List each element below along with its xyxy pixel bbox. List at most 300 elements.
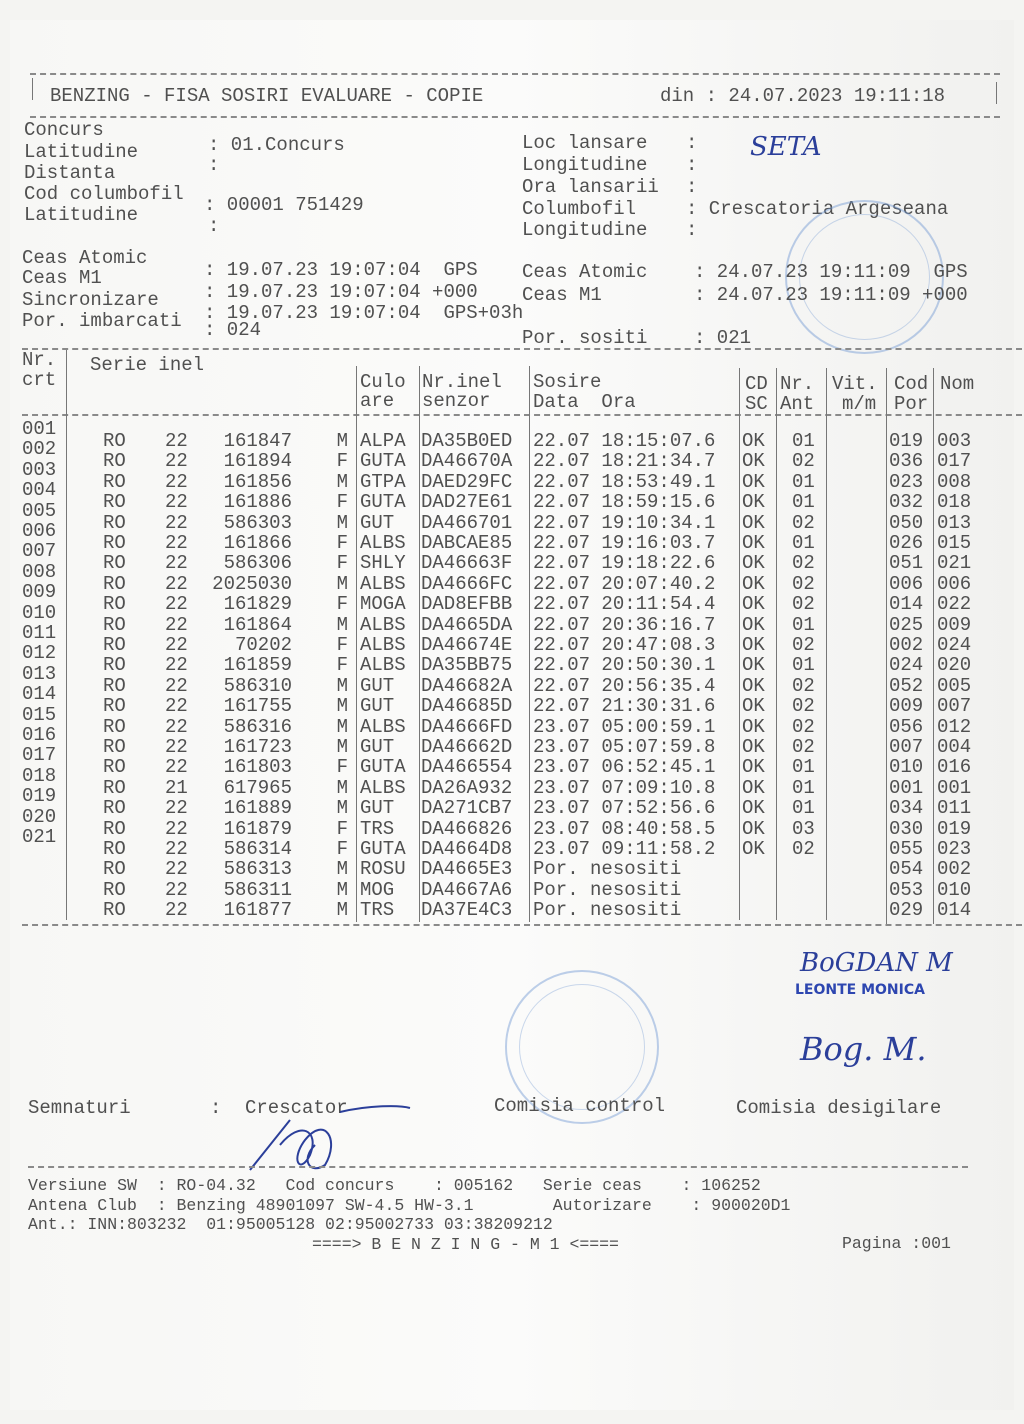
clock-value: : 19.07.23 19:07:04 GPS [204,259,478,281]
cell-culoare: ALBS [360,572,406,595]
cell-nom: 017 [937,450,972,473]
cell-cod: 052 [889,674,924,697]
cell-cod: 056 [889,715,924,738]
cell-nom: 015 [937,532,972,554]
clock-value: : 19.07.23 19:07:04 +000 [204,281,478,303]
clock-label: Por. sositi [522,327,648,349]
cell-cd: OK [742,736,765,758]
cell-nom: 014 [937,899,972,922]
cell-nom: 013 [937,511,972,534]
cell-an: 22 [165,736,188,758]
cell-ant: 02 [792,572,815,595]
col-header-serie: Serie inel [90,354,205,376]
cell-inel: 586316 [223,715,292,738]
divider [30,73,1000,75]
cell-cod: 010 [889,756,924,779]
cell-senzor: DA466554 [421,756,513,779]
cell-tara: RO [103,572,126,595]
cell-sosire: 23.07 07:52:56.6 [533,797,716,820]
document-date: din : 24.07.2023 19:11:18 [660,85,946,107]
cell-tara: RO [103,674,126,697]
cell-nom: 010 [937,878,972,901]
cell-an: 22 [165,838,188,860]
cell-sosire: 23.07 06:52:45.1 [533,756,716,779]
cell-culoare: ALBS [360,532,406,554]
cell-nom: 009 [937,613,972,636]
cell-nr: 013 [22,662,57,685]
cell-ant: 01 [792,430,815,452]
cell-nom: 012 [937,715,972,738]
cell-tara: RO [103,491,126,514]
cell-sex: M [336,430,348,452]
cell-cd: OK [742,470,765,493]
cell-culoare: GUTA [360,756,406,779]
cell-an: 22 [165,430,188,452]
cell-senzor: DA4665E3 [421,858,513,881]
info-label: Longitudine [522,154,648,176]
footer-line: Versiune SW : RO-04.32 Cod concurs : 005162 Serie ceas : 106252 [28,1176,761,1195]
cell-culoare: GUT [360,736,395,758]
cell-sosire: 22.07 20:07:40.2 [533,572,716,595]
clock-label: Ceas M1 [22,267,102,289]
cell-an: 22 [165,572,188,595]
cell-inel: 586313 [223,858,292,881]
divider [32,78,33,100]
info-value: : 00001 751429 [204,194,364,216]
cell-cod: 019 [889,430,924,452]
col-header-culoare: Culo [360,371,406,393]
cell-cod: 006 [889,572,924,595]
clock-value: : 24.07.23 19:11:09 GPS [694,261,968,283]
cell-cd: OK [742,674,765,697]
info-value: : [686,219,698,241]
cell-inel: 161877 [223,899,292,922]
cell-inel: 161803 [223,756,292,779]
cell-sex: F [336,532,348,554]
info-label: Columbofil [522,198,637,220]
cell-nr: 016 [22,724,57,746]
cell-nr: 002 [22,438,57,461]
cell-cd: OK [742,593,765,616]
cell-inel: 161723 [223,736,292,758]
info-value: : [686,132,698,154]
col-header-sosire: Sosire [533,371,602,393]
cell-sosire: 22.07 20:56:35.4 [533,674,716,697]
cell-sex: M [336,899,348,922]
cell-inel: 161859 [223,654,292,677]
cell-ant: 01 [792,491,815,514]
cell-sex: M [336,470,348,493]
cell-inel: 2025030 [212,572,292,595]
cell-culoare: ALBS [360,776,406,799]
cell-tara: RO [103,634,126,656]
cell-sosire: 22.07 20:50:30.1 [533,654,716,677]
handwritten-signature: BoGDAN M [800,948,953,978]
cell-nom: 020 [937,654,972,677]
col-header-cd: SC [745,393,768,415]
cell-sosire: 22.07 21:30:31.6 [533,695,716,718]
cell-senzor: DA26A932 [421,776,513,799]
cell-an: 22 [165,552,188,575]
clock-label: Ceas Atomic [22,247,148,269]
cell-cd: OK [742,776,765,799]
cell-an: 22 [165,491,188,514]
cell-tara: RO [103,552,126,575]
cell-ant: 02 [792,450,815,473]
cell-sex: M [336,878,348,901]
table-row [0,880,1024,900]
info-label: Concurs [24,119,104,141]
clock-label: Sincronizare [22,289,159,311]
cell-tara: RO [103,899,126,922]
cell-senzor: DA466701 [421,511,513,534]
cell-cd: OK [742,511,765,534]
cell-nom: 007 [937,695,972,718]
cell-inel: 161894 [223,450,292,473]
info-label: Ora lansarii [522,176,659,198]
cell-nom: 016 [937,756,972,779]
cell-sosire: 23.07 05:00:59.1 [533,715,716,738]
cell-inel: 161856 [223,470,292,493]
cell-inel: 161866 [223,532,292,554]
cell-sosire: Por. nesositi [533,899,682,922]
cell-culoare: GUT [360,695,395,718]
cell-nom: 001 [937,776,972,799]
info-label: Longitudine [522,219,648,241]
cell-sex: M [336,674,348,697]
cell-culoare: ALBS [360,613,406,636]
info-value: : [208,215,220,237]
col-header-nr: crt [22,369,57,391]
cell-cod: 036 [889,450,924,473]
cell-inel: 586310 [223,674,292,697]
cell-nr: 012 [22,642,57,665]
col-header-nr: Nr. [22,349,57,371]
cell-nom: 023 [937,838,972,860]
cell-ant: 02 [792,838,815,860]
cell-an: 22 [165,899,188,922]
cell-nom: 008 [937,470,972,493]
cell-cod: 025 [889,613,924,636]
cell-cod: 024 [889,654,924,677]
cell-cod: 026 [889,532,924,554]
table-row [0,900,1024,920]
signature-unsealing-label: Comisia desigilare [736,1097,942,1119]
cell-nom: 003 [937,430,972,452]
cell-tara: RO [103,470,126,493]
cell-culoare: ALBS [360,654,406,677]
cell-culoare: MOG [360,878,395,901]
cell-cod: 032 [889,491,924,514]
cell-culoare: ROSU [360,858,406,881]
cell-ant: 01 [792,470,815,493]
name-stamp: LEONTE MONICA [795,982,925,998]
col-header-vit: m/m [842,393,877,415]
cell-nom: 005 [937,674,972,697]
cell-sosire: 22.07 18:21:34.7 [533,450,716,473]
cell-nr: 004 [22,479,57,502]
col-header-ant: Nr. [780,373,815,395]
cell-nr: 019 [22,785,57,808]
cell-cod: 030 [889,817,924,840]
info-value: : [686,176,698,198]
cell-inel: 586303 [223,511,292,534]
cell-culoare: TRS [360,817,395,840]
cell-nr: 001 [22,418,57,440]
cell-inel: 161829 [223,593,292,616]
cell-nom: 004 [937,736,972,758]
divider [28,1166,968,1168]
cell-senzor: DA46685D [421,695,513,718]
divider [30,116,1000,118]
table-row [0,418,1024,452]
cell-nr: 005 [22,499,57,522]
divider [22,414,1022,416]
cell-cd: OK [742,695,765,718]
col-header-ant: Ant [780,393,815,415]
cell-cd: OK [742,715,765,738]
cell-sex: F [336,450,348,473]
cell-an: 22 [165,593,188,616]
cell-sex: F [336,634,348,656]
footer-brand: ====> B E N Z I N G - M 1 <==== [312,1235,619,1254]
cell-tara: RO [103,715,126,738]
cell-sosire: 22.07 20:47:08.3 [533,634,716,656]
cell-sosire: 23.07 07:09:10.8 [533,776,716,799]
cell-senzor: DA4664D8 [421,838,513,860]
cell-inel: 161847 [223,430,292,452]
clock-label: Ceas Atomic [522,261,648,283]
cell-inel: 161864 [223,613,292,636]
cell-culoare: TRS [360,899,395,922]
cell-ant: 01 [792,613,815,636]
cell-an: 22 [165,654,188,677]
cell-an: 22 [165,817,188,840]
cell-inel: 161886 [223,491,292,514]
cell-sex: F [336,593,348,616]
info-label: Latitudine [24,204,139,226]
cell-nr: 006 [22,520,57,542]
cell-cd: OK [742,817,765,840]
cell-sosire: 23.07 05:07:59.8 [533,736,716,758]
cell-nom: 006 [937,572,972,595]
cell-nr: 020 [22,805,57,828]
cell-cd: OK [742,430,765,452]
cell-sosire: 22.07 18:15:07.6 [533,430,716,452]
info-label: Latitudine [24,141,139,163]
cell-sex: M [336,715,348,738]
cell-nr: 003 [22,458,57,481]
footer-line: Antena Club : Benzing 48901097 SW-4.5 HW-3.1 Autorizare : 900020D1 [28,1196,791,1215]
cell-tara: RO [103,797,126,820]
col-header-culoare: are [360,390,395,412]
cell-ant: 01 [792,654,815,677]
cell-sex: F [336,654,348,677]
cell-nom: 018 [937,491,972,514]
cell-senzor: DAD27E61 [421,491,513,514]
cell-senzor: DA46682A [421,674,513,697]
col-header-cod: Por [894,393,929,415]
document-title: BENZING - FISA SOSIRI EVALUARE - COPIE [50,85,484,107]
info-value: : 01.Concurs [208,134,345,156]
cell-tara: RO [103,878,126,901]
cell-senzor: DA46674E [421,634,513,656]
clock-value: : 24.07.23 19:11:09 +000 [694,284,968,306]
cell-nom: 024 [937,634,972,656]
col-header-vit: Vit. [832,373,878,395]
cell-cd: OK [742,450,765,473]
cell-tara: RO [103,736,126,758]
cell-inel: 161755 [223,695,292,718]
signature-control-label: Comisia control [494,1095,666,1117]
cell-tara: RO [103,756,126,779]
cell-nr: 010 [22,601,57,624]
cell-cd: OK [742,634,765,656]
cell-inel: 586311 [223,878,292,901]
cell-nr: 018 [22,764,57,787]
cell-senzor: DA46662D [421,736,513,758]
cell-senzor: DA271CB7 [421,797,513,820]
cell-nom: 011 [937,797,972,820]
cell-sex: F [336,838,348,860]
cell-cd: OK [742,572,765,595]
divider [22,924,1022,926]
col-header-sosire: Data Ora [533,391,636,413]
cell-an: 21 [165,776,188,799]
cell-culoare: GUTA [360,491,406,514]
cell-an: 22 [165,450,188,473]
cell-cd: OK [742,491,765,514]
cell-nr: 014 [22,683,57,706]
cell-cd: OK [742,552,765,575]
cell-an: 22 [165,613,188,636]
cell-an: 22 [165,858,188,881]
cell-an: 22 [165,878,188,901]
signatures-sep: : [210,1097,222,1119]
cell-culoare: GUTA [360,450,406,473]
cell-sex: M [336,572,348,595]
cell-tara: RO [103,430,126,452]
footer-line: Ant.: INN:803232 01:95005128 02:95002733 03:38209212 [28,1215,553,1234]
cell-cod: 023 [889,470,924,493]
info-value: : Crescatoria Argeseana [686,198,949,220]
cell-nom: 002 [937,858,972,881]
cell-an: 22 [165,715,188,738]
clock-label: Ceas M1 [522,284,602,306]
cell-inel: 161879 [223,817,292,840]
cell-inel: 70202 [234,634,292,656]
cell-cod: 001 [889,776,924,799]
cell-senzor: DA4665DA [421,613,513,636]
cell-inel: 161889 [223,797,292,820]
info-value: : [686,154,698,176]
cell-sosire: 22.07 20:36:16.7 [533,613,716,636]
cell-sex: M [336,858,348,881]
cell-cd: OK [742,654,765,677]
cell-nr: 008 [22,560,57,583]
divider [996,82,997,104]
cell-an: 22 [165,634,188,656]
cell-sex: M [336,695,348,718]
cell-tara: RO [103,838,126,860]
cell-nr: 021 [22,826,57,848]
cell-tara: RO [103,450,126,473]
cell-culoare: GTPA [360,470,406,493]
cell-ant: 01 [792,776,815,799]
cell-culoare: ALBS [360,715,406,738]
cell-cod: 029 [889,899,924,922]
cell-tara: RO [103,654,126,677]
page-number: Pagina :001 [842,1234,951,1253]
cell-cod: 050 [889,511,924,534]
cell-senzor: DAD8EFBB [421,593,513,616]
cell-ant: 02 [792,593,815,616]
breeder-signature [230,1097,430,1180]
cell-nom: 019 [937,817,972,840]
cell-nr: 007 [22,540,57,563]
cell-sex: M [336,511,348,534]
cell-sosire: 23.07 09:11:58.2 [533,838,716,860]
cell-cd: OK [742,756,765,779]
cell-an: 22 [165,695,188,718]
cell-nr: 015 [22,703,57,726]
cell-inel: 617965 [223,776,292,799]
cell-senzor: DA4666FD [421,715,513,738]
cell-nr: 017 [22,744,57,767]
cell-ant: 02 [792,736,815,758]
cell-cod: 009 [889,695,924,718]
cell-sosire: 22.07 19:16:03.7 [533,532,716,554]
cell-sosire: 22.07 20:11:54.4 [533,593,716,616]
cell-ant: 01 [792,756,815,779]
cell-tara: RO [103,695,126,718]
cell-sex: M [336,797,348,820]
cell-ant: 01 [792,797,815,820]
cell-sosire: 22.07 18:53:49.1 [533,470,716,493]
cell-senzor: DA46663F [421,552,513,575]
cell-nom: 022 [937,593,972,616]
cell-ant: 02 [792,674,815,697]
cell-cd: OK [742,838,765,860]
cell-cod: 055 [889,838,924,860]
cell-culoare: GUTA [360,838,406,860]
cell-an: 22 [165,756,188,779]
cell-sex: M [336,736,348,758]
cell-inel: 586314 [223,838,292,860]
clock-label: Por. imbarcati [22,310,182,332]
cell-sosire: Por. nesositi [533,878,682,901]
cell-inel: 586306 [223,552,292,575]
cell-culoare: GUT [360,511,395,534]
cell-an: 22 [165,532,188,554]
cell-ant: 02 [792,552,815,575]
cell-culoare: SHLY [360,552,406,575]
cell-culoare: ALPA [360,430,406,452]
cell-cod: 014 [889,593,924,616]
cell-senzor: DA4666FC [421,572,513,595]
cell-tara: RO [103,511,126,534]
cell-nr: 009 [22,581,57,604]
cell-ant: 03 [792,817,815,840]
table-row [0,859,1024,879]
signatures-label: Semnaturi [28,1097,131,1119]
cell-senzor: DA35BB75 [421,654,513,677]
cell-cod: 053 [889,878,924,901]
cell-sosire: 22.07 19:10:34.1 [533,511,716,534]
cell-senzor: DA46670A [421,450,513,473]
arrived-count: : 021 [694,327,752,349]
cell-senzor: DA466826 [421,817,513,840]
